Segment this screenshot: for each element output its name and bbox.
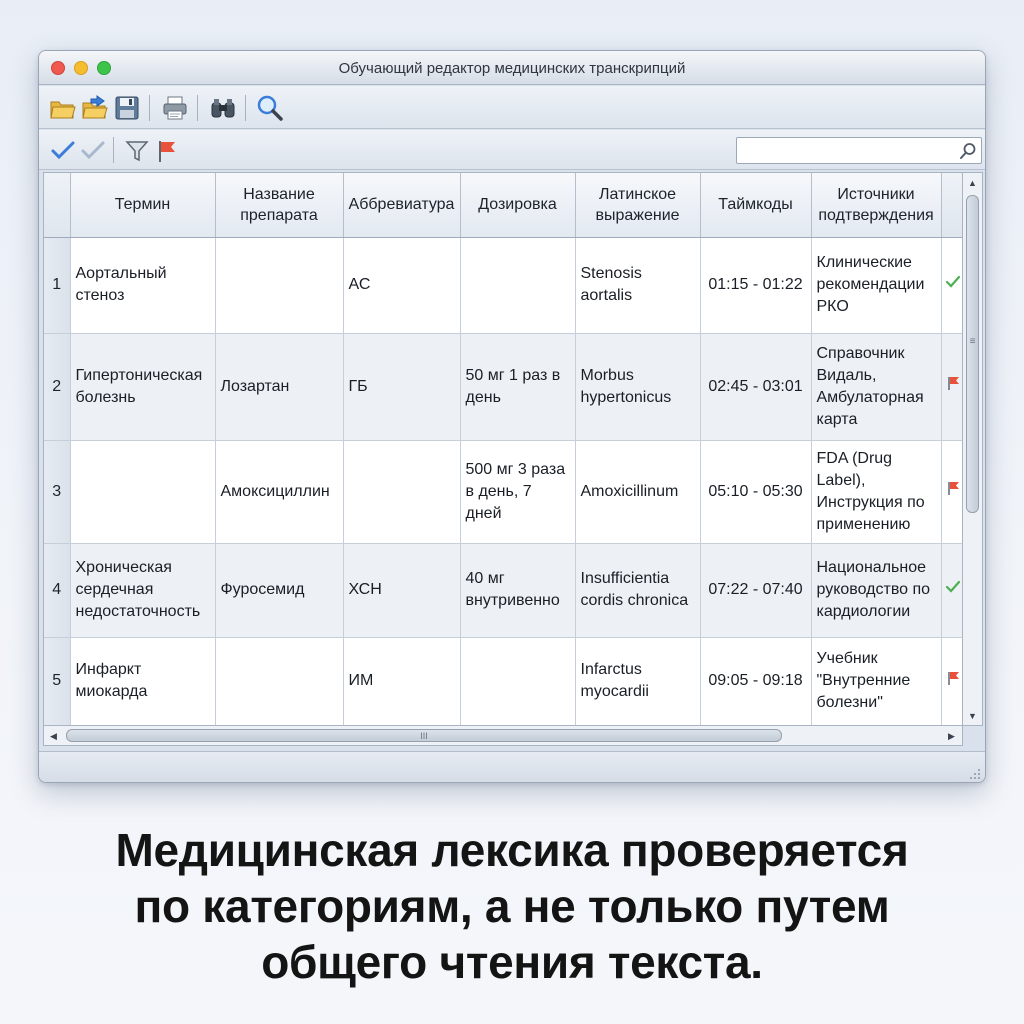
- cell-source[interactable]: Справочник Видаль, Амбулаторная карта: [811, 333, 941, 440]
- caption-line: общего чтения текста.: [261, 936, 763, 988]
- cell-dose[interactable]: [460, 237, 575, 333]
- table-row[interactable]: [44, 333, 963, 440]
- search-field[interactable]: [736, 137, 982, 164]
- row-status[interactable]: [941, 543, 963, 637]
- caption: [0, 822, 1024, 990]
- print-icon[interactable]: [161, 94, 189, 122]
- caption-line: по категориям, а не только путем: [134, 880, 890, 932]
- scroll-left-icon[interactable]: ◀: [50, 731, 57, 741]
- save-icon[interactable]: [113, 94, 141, 122]
- cell-drug[interactable]: [215, 237, 343, 333]
- cell-latin[interactable]: Infarctus myocardii: [575, 637, 700, 725]
- cell-source[interactable]: FDA (Drug Label), Инструкция по применению: [811, 440, 941, 543]
- row-number: 2: [44, 333, 70, 440]
- column-header-source[interactable]: Источники подтверждения: [811, 173, 941, 237]
- zoom-icon[interactable]: [256, 94, 284, 122]
- window-title: Обучающий редактор медицинских транскрипций: [338, 60, 686, 77]
- cell-dose[interactable]: [460, 637, 575, 725]
- filter-icon[interactable]: [123, 137, 151, 165]
- status-bar: [39, 751, 985, 783]
- open-file-icon[interactable]: [81, 94, 109, 122]
- transcription-table: [43, 172, 963, 726]
- cell-timecode[interactable]: 09:05 - 09:18: [700, 637, 811, 725]
- row-status[interactable]: [941, 637, 963, 725]
- cell-latin[interactable]: Amoxicillinum: [575, 440, 700, 543]
- scroll-right-icon[interactable]: ▶: [948, 731, 955, 741]
- column-header-abbr[interactable]: Аббревиатура: [343, 173, 460, 237]
- scroll-grip-icon: III: [420, 731, 428, 741]
- column-header-dose[interactable]: Дозировка: [460, 173, 575, 237]
- app-window: [38, 50, 986, 783]
- cell-term[interactable]: [70, 440, 215, 543]
- row-number: 3: [44, 440, 70, 543]
- table-row[interactable]: [44, 543, 963, 637]
- cell-term[interactable]: Инфаркт миокарда: [70, 637, 215, 725]
- cell-dose[interactable]: 500 мг 3 раза в день, 7 дней: [460, 440, 575, 543]
- check-all-icon[interactable]: [49, 137, 77, 165]
- column-header-term[interactable]: Термин: [70, 173, 215, 237]
- row-status[interactable]: [941, 333, 963, 440]
- cell-latin[interactable]: Morbus hypertonicus: [575, 333, 700, 440]
- cell-drug[interactable]: [215, 637, 343, 725]
- horizontal-scrollbar[interactable]: [43, 726, 963, 746]
- cell-drug[interactable]: Амоксициллин: [215, 440, 343, 543]
- title-bar: [39, 51, 985, 85]
- cell-abbr[interactable]: ГБ: [343, 333, 460, 440]
- caption-line: Медицинская лексика проверяется: [115, 824, 909, 876]
- check-icon: [945, 579, 961, 595]
- table-row[interactable]: [44, 637, 963, 725]
- cell-term[interactable]: Хроническая сердечная недостаточность: [70, 543, 215, 637]
- cell-dose[interactable]: 50 мг 1 раз в день: [460, 333, 575, 440]
- open-folder-icon[interactable]: [49, 94, 77, 122]
- column-header-latin[interactable]: Латинское выражение: [575, 173, 700, 237]
- cell-timecode[interactable]: 05:10 - 05:30: [700, 440, 811, 543]
- toolbar-separator: [197, 95, 198, 121]
- table-row[interactable]: [44, 440, 963, 543]
- vertical-scrollbar[interactable]: [963, 172, 983, 726]
- table-header-row: [44, 173, 963, 237]
- row-status[interactable]: [941, 440, 963, 543]
- resize-grip-icon[interactable]: [967, 766, 981, 780]
- cell-latin[interactable]: Insufficientia cordis chronica: [575, 543, 700, 637]
- toolbar-separator: [149, 95, 150, 121]
- check-faded-icon[interactable]: [79, 137, 107, 165]
- cell-drug[interactable]: Лозартан: [215, 333, 343, 440]
- scroll-up-icon[interactable]: ▲: [968, 178, 977, 188]
- filter-toolbar: [39, 130, 985, 170]
- column-header-drug[interactable]: Название препарата: [215, 173, 343, 237]
- main-toolbar: [39, 86, 985, 129]
- find-icon[interactable]: [209, 94, 237, 122]
- cell-abbr[interactable]: [343, 440, 460, 543]
- cell-source[interactable]: Клинические рекомендации РКО: [811, 237, 941, 333]
- flag-icon: [945, 480, 961, 496]
- toolbar-separator: [113, 137, 114, 163]
- search-input[interactable]: [739, 140, 951, 161]
- row-status[interactable]: [941, 237, 963, 333]
- cell-source[interactable]: Национальное руководство по кардиологии: [811, 543, 941, 637]
- row-number: 1: [44, 237, 70, 333]
- column-header-timecode[interactable]: Таймкоды: [700, 173, 811, 237]
- search-icon[interactable]: [958, 141, 978, 161]
- row-number: 5: [44, 637, 70, 725]
- table-row[interactable]: [44, 237, 963, 333]
- scroll-grip-icon: ≡: [969, 336, 976, 347]
- cell-abbr[interactable]: АС: [343, 237, 460, 333]
- column-header-status: [941, 173, 963, 237]
- header-corner: [44, 173, 70, 237]
- row-number: 4: [44, 543, 70, 637]
- cell-term[interactable]: Гипертоническая болезнь: [70, 333, 215, 440]
- horizontal-scroll-thumb[interactable]: [66, 729, 782, 742]
- cell-latin[interactable]: Stenosis aortalis: [575, 237, 700, 333]
- cell-dose[interactable]: 40 мг внутривенно: [460, 543, 575, 637]
- flag-icon: [945, 375, 961, 391]
- flag-icon[interactable]: [153, 137, 181, 165]
- toolbar-separator: [245, 95, 246, 121]
- cell-source[interactable]: Учебник "Внутренние болезни": [811, 637, 941, 725]
- cell-abbr[interactable]: ХСН: [343, 543, 460, 637]
- cell-timecode[interactable]: 07:22 - 07:40: [700, 543, 811, 637]
- cell-abbr[interactable]: ИМ: [343, 637, 460, 725]
- vertical-scroll-thumb[interactable]: [966, 195, 979, 513]
- flag-icon: [945, 670, 961, 686]
- cell-drug[interactable]: Фуросемид: [215, 543, 343, 637]
- cell-timecode[interactable]: 01:15 - 01:22: [700, 237, 811, 333]
- cell-timecode[interactable]: 02:45 - 03:01: [700, 333, 811, 440]
- cell-term[interactable]: Аортальный стеноз: [70, 237, 215, 333]
- check-icon: [945, 274, 961, 290]
- scroll-down-icon[interactable]: ▼: [968, 711, 977, 721]
